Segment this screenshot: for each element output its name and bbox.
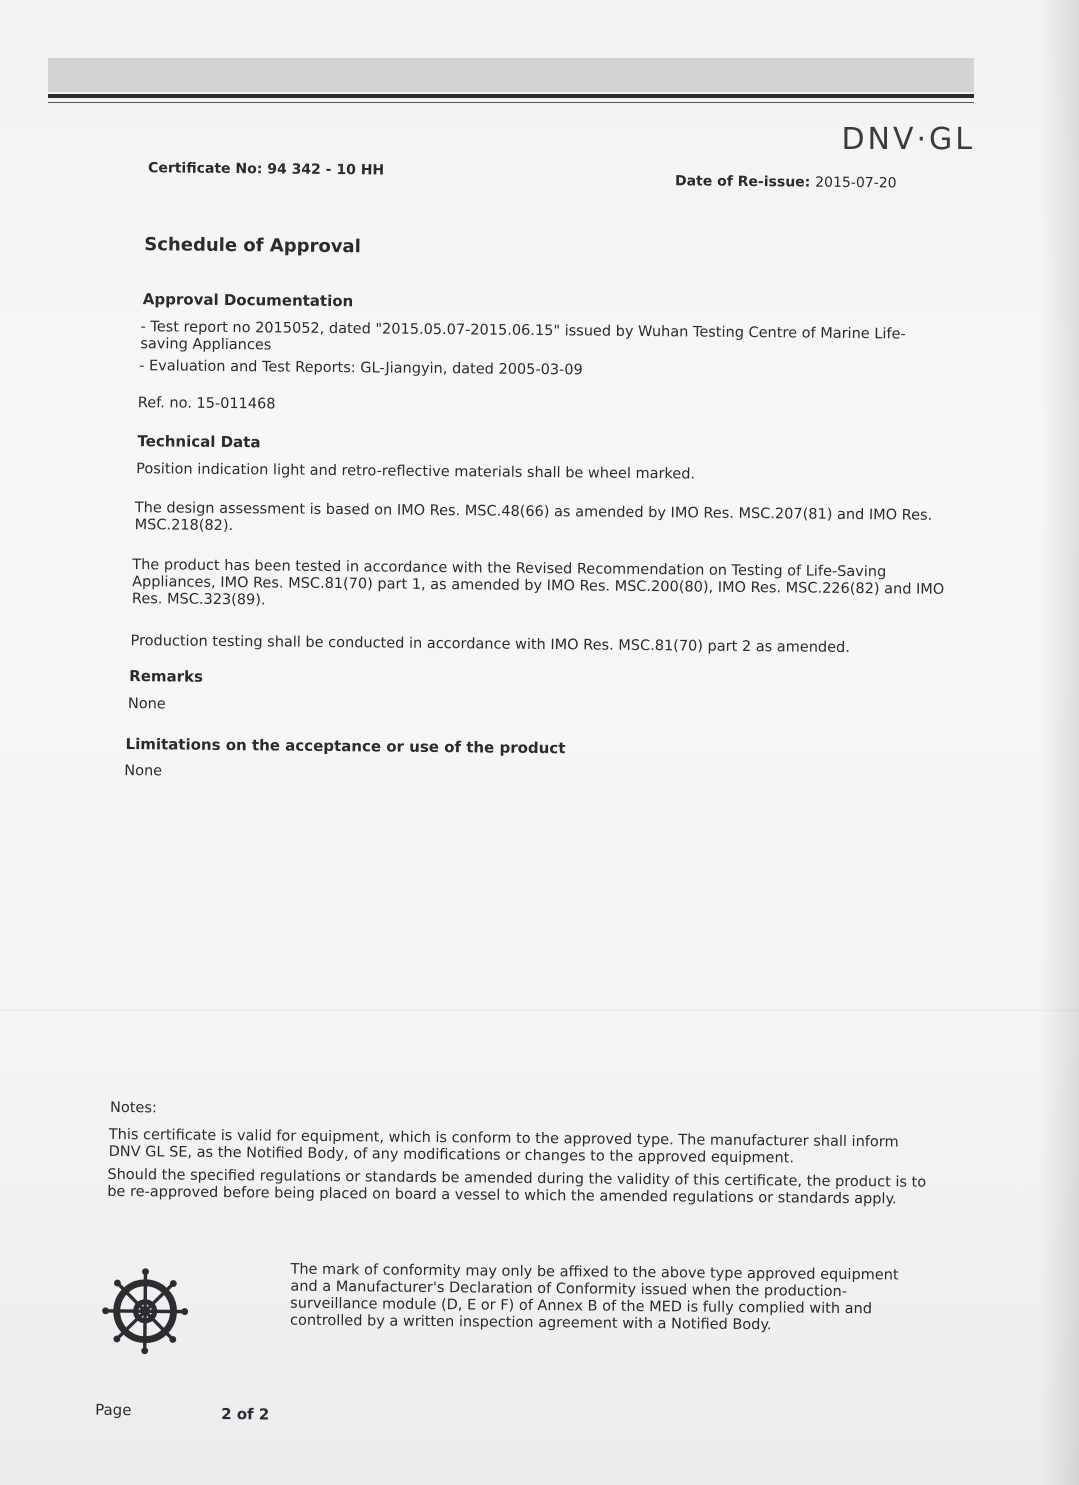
reissue-label: Date of Re-issue: (674, 173, 811, 191)
page-title: Schedule of Approval (144, 234, 361, 258)
ships-wheel-icon (102, 1268, 189, 1355)
notes-label: Notes: (109, 1099, 157, 1117)
remarks-heading: Remarks (129, 667, 204, 686)
dnv-gl-logo: DNV·GL (841, 122, 975, 157)
approval-doc-item: - Evaluation and Test Reports: GL-Jiangyin, dated 2005-03-09 (139, 358, 583, 379)
technical-paragraph: The design assessment is based on IMO Res. MSC.48(66) as amended by IMO Res. MSC.207(81) and IMO Res. MSC.218(82). (134, 500, 933, 535)
certificate-number (148, 160, 384, 178)
certificate-label: Certificate No: (148, 160, 263, 178)
limitations-text: None (124, 763, 163, 780)
reference-number: Ref. no. 15-011468 (137, 395, 276, 413)
technical-data-heading: Technical Data (137, 432, 261, 452)
notes-reapproval: Should the specified regulations or standards be amended during the validity of this certificate, the product is to be re-approved before being placed on board a vessel to which the amended regulations or standards apply. (107, 1166, 927, 1208)
reissue-date (675, 173, 897, 191)
notes-validity: This certificate is valid for equipment, which is conform to the approved type. The manufacturer shall inform DNV GL SE, as the Notified Body, of any modifications or changes to the approved equipment. (108, 1126, 899, 1167)
approval-documentation-heading: Approval Documentation (142, 290, 354, 311)
technical-paragraph: Production testing shall be conducted in accordance with IMO Res. MSC.81(70) part 2 as amended. (130, 633, 850, 656)
approval-doc-item: - Test report no 2015052, dated "2015.05.07-2015.06.15" issued by Wuhan Testing Centre of Marine Life-saving Appliances (140, 319, 906, 354)
page-label: Page (95, 1400, 132, 1420)
certificate-value: 94 342 - 10 HH (267, 161, 385, 179)
technical-paragraph: The product has been tested in accordance with the Revised Recommendation on Testing of Life-Saving Appliances, IMO Res. MSC.81(70) part 1, as amended by IMO Res. MSC.200(80), IMO Res. MSC.226(82) and IMO Res. MSC.323(89). (131, 557, 945, 609)
remarks-text: None (127, 696, 166, 713)
technical-paragraph: Position indication light and retro-reflective materials shall be wheel marked. (136, 461, 696, 483)
page-number: 2 of 2 (221, 1404, 270, 1424)
limitations-heading: Limitations on the acceptance or use of the product (125, 735, 566, 758)
page-shadow (1039, 0, 1079, 1485)
conformity-statement: The mark of conformity may only be affixed to the above type approved equipment and a Manufacturer's Declaration of Conformity issued when the production-surveillance module (D, E or F) of Annex B of the MED is fully complied with and controlled by a written inspection agreement with a Notified Body. (289, 1261, 899, 1334)
reissue-value: 2015-07-20 (815, 174, 897, 192)
